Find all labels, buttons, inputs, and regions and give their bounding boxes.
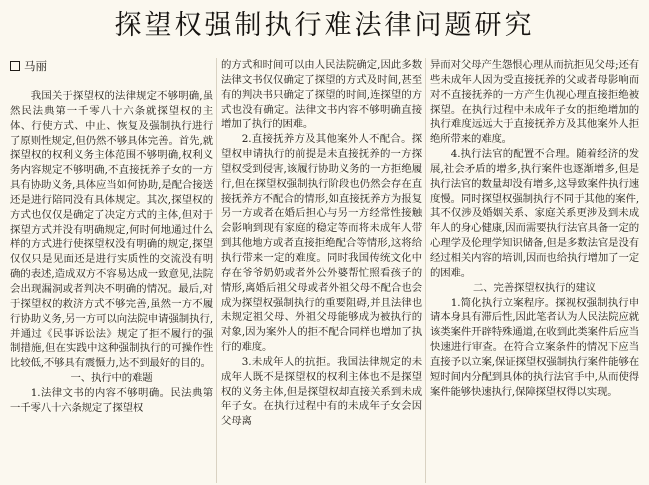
paragraph: 1.法律文书的内容不够明确。民法典第一千零八十六条规定了探望权 — [10, 386, 213, 414]
text-column-2 — [221, 58, 422, 483]
paragraph: 4.执行法官的配置不合理。随着经济的发展,社会矛盾的增多,执行案件也逐渐增多,但是执行法官的数量却没有增多,这导致案件执行速度慢。同时探望权强制执行不同于其他的案件,其不仅涉及婚姻关系、家庭关系更涉及到未成年人的身心健康,因而需要执行法官具备一定的心理学及伦理学知识储备,但是多数法官是没有经过相关内容的培训,因而也给执行增加了一定的困难。 — [430, 148, 639, 279]
paragraph: 1.简化执行立案程序。探视权强制执行申请本身具有滞后性,因此笔者认为人民法院应就该类案件开辟特殊通道,在收到此类案件后应当快速进行审查。在符合立案条件的情况下应当直接予以立案,保证探望权强制执行案件能够在短时间内分配到具体的执行法官手中,从而使得案件能够快速执行,保障探望权得以实现。 — [430, 296, 639, 398]
column-2-flow — [221, 58, 422, 429]
section-heading: 一、执行中的难题 — [70, 372, 153, 385]
column-divider — [216, 58, 217, 483]
section-heading: 二、完善探望权执行的建议 — [473, 281, 596, 294]
author-name: 马丽 — [24, 59, 47, 73]
paragraph-continued: 的方式和时间可以由人民法院确定,因此多数法律文书仅仅确定了探望的方式及时间,甚至有的判决书只确定了探望的时间,连探望的方式也没有确定。法律文书内容不够明确直接增加了执行的困难。 — [221, 59, 422, 131]
article-title: 探望权强制执行难法律问题研究 — [114, 10, 535, 41]
paragraph-continued: 异而对父母产生怨恨心理从而抗拒见父母;还有些未成年人因为受直接抚养的父或者母影响而对不直接抚养的一方产生仇视心理直接拒绝被探望。在执行过程中未成年子女的拒绝增加的执行难度远远大于直接抚养方及其他案外人拒绝所带来的难度。 — [430, 59, 639, 146]
paragraph: 2.直接抚养方及其他案外人不配合。探望权申请执行的前提是未直接抚养的一方探望权受到侵害,该履行协助义务的一方拒绝履行,但在探望权强制执行阶段也仍然会存在直接抚养方不配合的情形,如直接抚养方为报复另一方或者在婚后担心与另一方经常性接触会影响到现有家庭的稳定等而将未成年人带到其他地方或者直接拒绝配合等情形,这将给执行带来一定的难度。同时我国传统文化中存在爷爷奶奶或者外公外婆帮忙照看孩子的情形,离婚后祖父母或者外祖父母不配合也会成为探望权强制执行的重要阻碍,并且法律也未规定祖父母、外祖父母能够成为被执行的对象,因为案外人的拒不配合同样也增加了执行的难度。 — [221, 133, 422, 354]
column-1-flow — [10, 89, 213, 416]
paragraph: 我国关于探望权的法律规定不够明确,虽然民法典第一千零八十六条就探望权的主体、行使方式、中止、恢复及强制执行进行了原则性规定,但仍然不够具体完善。首先,就探望权的权利义务主体范围不够明确,权利义务内容规定不够明确,不直接抚养子女的一方具有协助义务,具体应当如何协助,是配合接送还是进行陪同没有具体规定。其次,探望权的方式也仅仅是确定了决定方式的主体,但对于探望方式并没有明确规定,何时何地通过什么样的方式进行使探望权没有明确的规定,探望仅仅只是见面还是进行实质性的交流没有明确的表述,造成双方不容易达成一致意见,法院会出现漏洞或者判决不明确的情况。最后,对于探望权的救济方式不够完善,虽然一方不履行协助义务,另一方可以向法院申请强制执行,并通过《民事诉讼法》规定了拒不履行的强制措施,但在实践中这种强制执行的可操作性比较低,不够具有震慑力,达不到最好的目的。 — [10, 90, 213, 370]
column-3-flow — [430, 58, 639, 399]
column-divider — [425, 58, 426, 483]
paragraph: 3.未成年人的抗拒。我国法律规定的未成年人既不是探望权的权利主体也不是探望权的义务主体,但是探望权却直接关系到未成年子女。在执行过程中有的未成年子女会因父母离 — [221, 355, 422, 428]
text-column-1 — [10, 58, 213, 483]
text-column-3 — [430, 58, 639, 483]
